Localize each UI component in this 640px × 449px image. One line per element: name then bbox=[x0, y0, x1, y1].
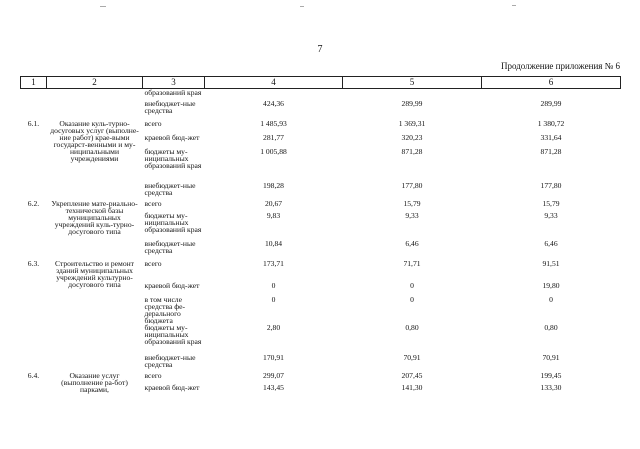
value-col-6: 6,46 bbox=[544, 238, 558, 248]
funding-source: бюджеты му-ниципальных образований края bbox=[144, 146, 202, 170]
table-row bbox=[21, 120, 621, 134]
value-col-6: 70,91 bbox=[542, 352, 560, 362]
value-col-4: 10,84 bbox=[264, 238, 283, 248]
row-name bbox=[47, 100, 143, 120]
appendix-continuation-note: Продолжение приложения № 6 bbox=[500, 61, 620, 71]
value-col-6: 15,79 bbox=[542, 198, 560, 208]
row-code: 6.3. bbox=[27, 258, 40, 268]
value-col-5: 320,23 bbox=[401, 132, 423, 142]
funding-source: краевой бюд-жет bbox=[144, 132, 200, 142]
value-col-5: 1 369,31 bbox=[398, 118, 426, 128]
table-row bbox=[21, 260, 621, 282]
value-col-5: 0 bbox=[410, 280, 414, 290]
value-col-5: 177,80 bbox=[401, 180, 423, 190]
funding-source: в том числе средства фе-дерального бюджета bbox=[144, 294, 186, 325]
funding-source: внебюджет-ные средства bbox=[144, 238, 196, 255]
row-name: Оказание куль-турно-досуговых услуг (выполне-ние работ) крае-выми государст-венными и му-ниципальными учреждениями bbox=[50, 118, 139, 163]
funding-source: бюджеты му-ниципальных образований края bbox=[144, 322, 202, 346]
page-number: 7 bbox=[317, 44, 323, 55]
funding-source: всего bbox=[144, 198, 162, 208]
value-col-4: 173,71 bbox=[263, 258, 284, 268]
value-col-6: 331,64 bbox=[540, 132, 562, 142]
value-col-4: 1 485,93 bbox=[260, 118, 287, 128]
value-col-5: 0,80 bbox=[405, 322, 419, 332]
row-code: 6.2. bbox=[27, 198, 40, 208]
col-header-3: 3 bbox=[143, 77, 205, 89]
funding-source: бюджеты му-ниципальных образований края bbox=[144, 210, 202, 234]
row-name bbox=[47, 89, 143, 100]
value-col-6: 0,80 bbox=[544, 322, 558, 332]
funding-source: краевой бюд-жет bbox=[144, 280, 200, 290]
value-col-6: 9,33 bbox=[544, 210, 558, 220]
col-header-2: 2 bbox=[47, 77, 143, 89]
value-col-6: 1 380,72 bbox=[537, 118, 565, 128]
col-header-6: 6 bbox=[482, 77, 621, 89]
funding-source: всего bbox=[144, 370, 162, 380]
value-col-5: 289,99 bbox=[401, 98, 423, 108]
value-col-6: 871,28 bbox=[540, 146, 562, 156]
value-col-4: 170,91 bbox=[263, 352, 284, 362]
value-col-4: 198,28 bbox=[263, 180, 284, 190]
col-header-5: 5 bbox=[343, 77, 482, 89]
col-header-4: 4 bbox=[205, 77, 343, 89]
value-col-4: 0 bbox=[271, 294, 276, 304]
value-col-4: 281,77 bbox=[263, 132, 284, 142]
value-col-4: 0 bbox=[271, 280, 276, 290]
value-col-6: 0 bbox=[549, 294, 553, 304]
table-row bbox=[21, 372, 621, 384]
value-col-4: 2,80 bbox=[266, 322, 281, 332]
table-header-row bbox=[21, 77, 621, 89]
value-col-4 bbox=[205, 89, 343, 100]
value-col-5: 70,91 bbox=[403, 352, 421, 362]
value-col-6: 19,80 bbox=[542, 280, 560, 290]
row-code bbox=[21, 100, 47, 120]
funding-source: краевой бюд-жет bbox=[144, 382, 200, 392]
funding-source: всего bbox=[144, 118, 162, 128]
value-col-5: 71,71 bbox=[403, 258, 421, 268]
budget-table bbox=[20, 76, 621, 396]
value-col-4: 9,83 bbox=[266, 210, 281, 220]
table-row bbox=[21, 200, 621, 212]
funding-source: образований края bbox=[144, 88, 202, 97]
value-col-5: 871,28 bbox=[401, 146, 423, 156]
value-col-5: 0 bbox=[410, 294, 414, 304]
value-col-6: 177,80 bbox=[540, 180, 562, 190]
table-row bbox=[21, 89, 621, 100]
value-col-5: 141,30 bbox=[401, 382, 423, 392]
value-col-6: 133,30 bbox=[540, 382, 562, 392]
value-col-4: 299,07 bbox=[263, 370, 284, 380]
row-code bbox=[21, 89, 47, 100]
row-name: Оказание услуг (выполнение ра-бот) парками, bbox=[61, 370, 128, 394]
value-col-4: 1 005,88 bbox=[260, 146, 287, 156]
value-col-5: 9,33 bbox=[405, 210, 419, 220]
funding-source: внебюджет-ные средства bbox=[144, 180, 196, 197]
value-col-6: 199,45 bbox=[540, 370, 562, 380]
col-header-1: 1 bbox=[21, 77, 47, 89]
value-col-6: 91,51 bbox=[542, 258, 560, 268]
value-col-6: 289,99 bbox=[540, 98, 562, 108]
value-col-6 bbox=[482, 89, 621, 100]
table-row bbox=[21, 100, 621, 120]
row-code: 6.4. bbox=[27, 370, 40, 380]
funding-source: внебюджет-ные средства bbox=[144, 352, 196, 369]
value-col-4: 424,36 bbox=[263, 98, 284, 108]
value-col-5 bbox=[343, 89, 482, 100]
row-code: 6.1. bbox=[27, 118, 40, 128]
funding-source: всего bbox=[144, 258, 162, 268]
value-col-5: 15,79 bbox=[403, 198, 421, 208]
funding-source: внебюджет-ные средства bbox=[144, 98, 196, 115]
value-col-5: 6,46 bbox=[405, 238, 419, 248]
value-col-4: 20,67 bbox=[264, 198, 283, 208]
row-name: Строительство и ремонт зданий муниципальных учреждений культурно-досугового типа bbox=[54, 258, 134, 289]
row-name: Укрепление мате-риально-технической базы муниципальных учреждений куль-турно-досугового типа bbox=[51, 198, 138, 236]
value-col-4: 143,45 bbox=[263, 382, 284, 392]
value-col-5: 207,45 bbox=[401, 370, 423, 380]
